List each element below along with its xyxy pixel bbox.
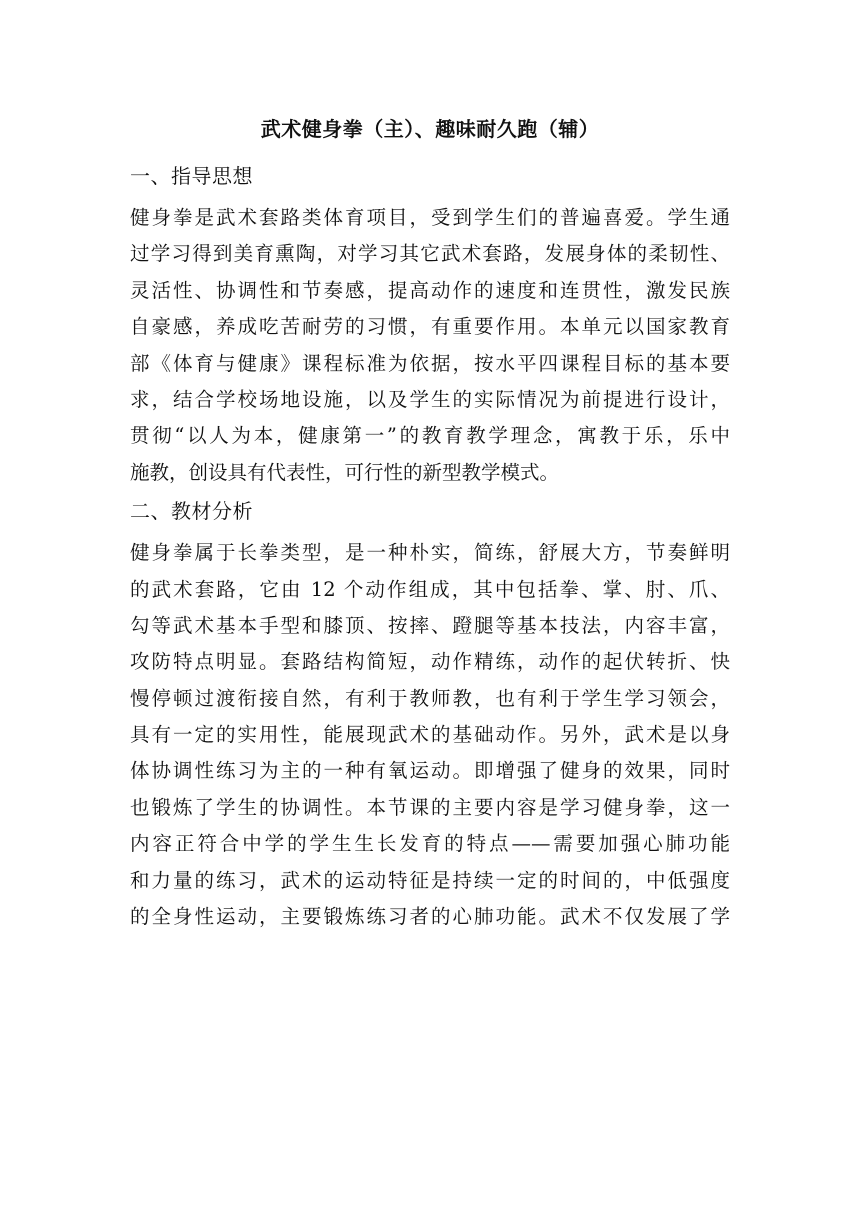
- paragraph-line: 慢停顿过渡衔接自然，有利于教师教，也有利于学生学习领会，: [130, 686, 730, 710]
- paragraph-line: 部《体育与健康》课程标准为依据，按水平四课程目标的基本要: [130, 351, 730, 375]
- section-paragraph: [130, 535, 730, 935]
- paragraph-line: 健身拳属于长拳类型，是一种朴实，简练，舒展大方，节奏鲜明: [130, 541, 730, 565]
- paragraph-line: 健身拳是武术套路类体育项目，受到学生们的普遍喜爱。学生通: [130, 206, 730, 229]
- paragraph-line: 贯彻“以人为本，健康第一”的教育教学理念，寓教于乐，乐中: [130, 424, 730, 448]
- paragraph-line: 自豪感，养成吃苦耐劳的习惯，有重要作用。本单元以国家教育: [130, 315, 730, 339]
- paragraph-line: 和力量的练习，武术的运动特征是持续一定的时间的，中低强度: [130, 868, 730, 892]
- section-heading: 二、教材分析: [130, 499, 253, 524]
- paragraph-line: 体协调性练习为主的一种有氧运动。即增强了健身的效果，同时: [130, 759, 730, 783]
- paragraph-line: 勾等武术基本手型和膝顶、按摔、蹬腿等基本技法，内容丰富，: [130, 613, 730, 637]
- section-heading: 一、指导思想: [130, 164, 253, 188]
- paragraph-line: 内容正符合中学的学生生长发育的特点——需要加强心肺功能: [130, 832, 730, 856]
- paragraph-line: 过学习得到美育熏陶，对学习其它武术套路，发展身体的柔韧性、: [130, 242, 730, 266]
- paragraph-line: 的全身性运动，主要锻炼练习者的心肺功能。武术不仅发展了学: [130, 905, 730, 929]
- paragraph-line: 也锻炼了学生的协调性。本节课的主要内容是学习健身拳，这一: [130, 795, 730, 819]
- paragraph-line: 施教，创设具有代表性，可行性的新型教学模式。: [130, 460, 560, 484]
- paragraph-line: 求，结合学校场地设施，以及学生的实际情况为前提进行设计，: [130, 387, 730, 411]
- section-material-analysis: [130, 493, 730, 935]
- section-guiding-ideology: [130, 158, 730, 491]
- paragraph-line: 具有一定的实用性，能展现武术的基础动作。另外，武术是以身: [130, 723, 730, 747]
- paragraph-line: 攻防特点明显。套路结构简短，动作精练，动作的起伏转折、快: [130, 650, 730, 674]
- paragraph-line: 的武术套路，它由 12 个动作组成，其中包括拳、掌、肘、爪、: [130, 577, 730, 601]
- section-paragraph: [130, 200, 730, 491]
- document-page: [130, 114, 730, 935]
- paragraph-line: 灵活性、协调性和节奏感，提高动作的速度和连贯性，激发民族: [130, 278, 730, 302]
- document-title: 武术健身拳（主）、趣味耐久跑（辅）: [260, 117, 600, 141]
